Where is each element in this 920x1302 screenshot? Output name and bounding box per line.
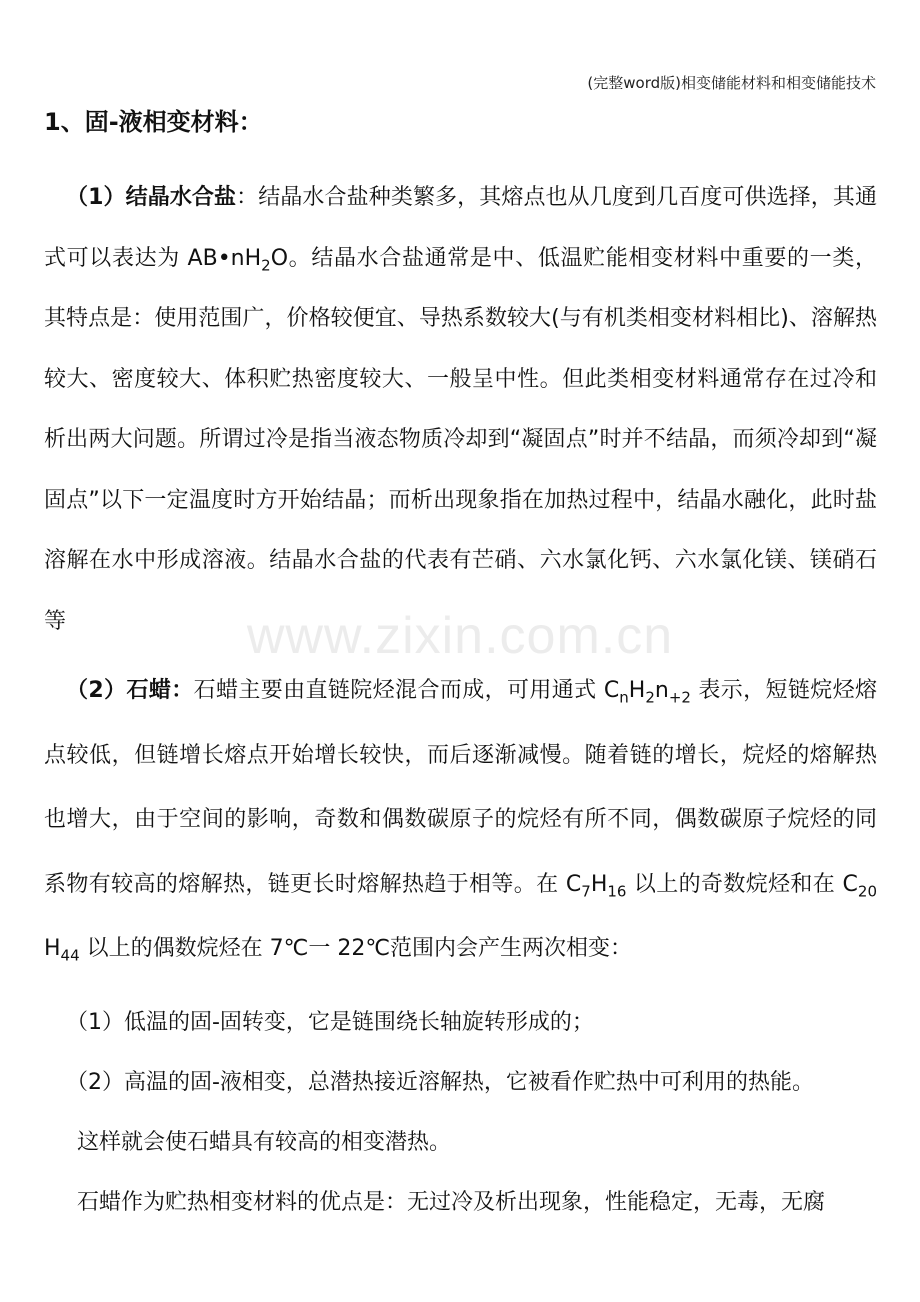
document-header: (完整word版)相变储能材料和相变储能技术 xyxy=(587,74,876,92)
watermark: www.zixin.com.cn xyxy=(246,607,674,665)
paragraph-conclusion: 这样就会使石蜡具有较高的相变潜热。 xyxy=(77,1130,452,1155)
list-item: （1）低温的固-固转变，它是链围绕长轴旋转形成的； xyxy=(66,1010,594,1035)
paragraph-lead: （1）结晶水合盐 xyxy=(66,185,237,210)
paragraph-paraffin: （2）石蜡：石蜡主要由直链院烃混合而成，可用通式 $C_nH_2n_{+2}$ 表示，短链烷烃熔点较低，但链增长熔点开始增长较快，而后逐渐减慢。随着链的增长，烷烃的熔解热也增大，由于空间的影响，奇数和偶数碳原子的烷烃有所不同，偶数碳原子烷烃的同系物有较高的熔解热，链更长时熔解热趋于相等。在 $C_7H_{16}$ 以上的奇数烷烃和在 $C_{20}H_{44}$ 以上的偶数烷烃在 7℃一 22℃范围内会产生两次相变： xyxy=(44,678,877,965)
list-item: （2）高温的固-液相变，总潜热接近溶解热，它被看作贮热中可利用的热能。 xyxy=(66,1070,814,1095)
paragraph-advantages: 石蜡作为贮热相变材料的优点是：无过冷及析出现象，性能稳定，无毒，无腐 xyxy=(77,1190,826,1215)
section-heading: 1、固-液相变材料： xyxy=(44,108,263,136)
paragraph-hydrated-salts: （1）结晶水合盐：结晶水合盐种类繁多，其熔点也从几度到几百度可供选择，其通式可以表达为 $AB•nH_2O$。结晶水合盐通常是中、低温贮能相变材料中重要的一类，其特点是：使用范围广，价格较便宜、导热系数较大(与有机类相变材料相比)、溶解热较大、密度较大、体积贮热密度较大、一般呈中性。但此类相变材料通常存在过冷和析出两大问题。所谓过冷是指当液态物质冷却到“凝固点”时并不结晶，而须冷却到“凝固点”以下一定温度时方开始结晶；而析出现象指在加热过程中，结晶水融化，此时盐溶解在水中形成溶液。结晶水合盐的代表有芒硝、六水氯化钙、六水氯化镁、镁硝石等 xyxy=(44,185,877,634)
paragraph-lead: （2）石蜡： xyxy=(66,678,194,703)
